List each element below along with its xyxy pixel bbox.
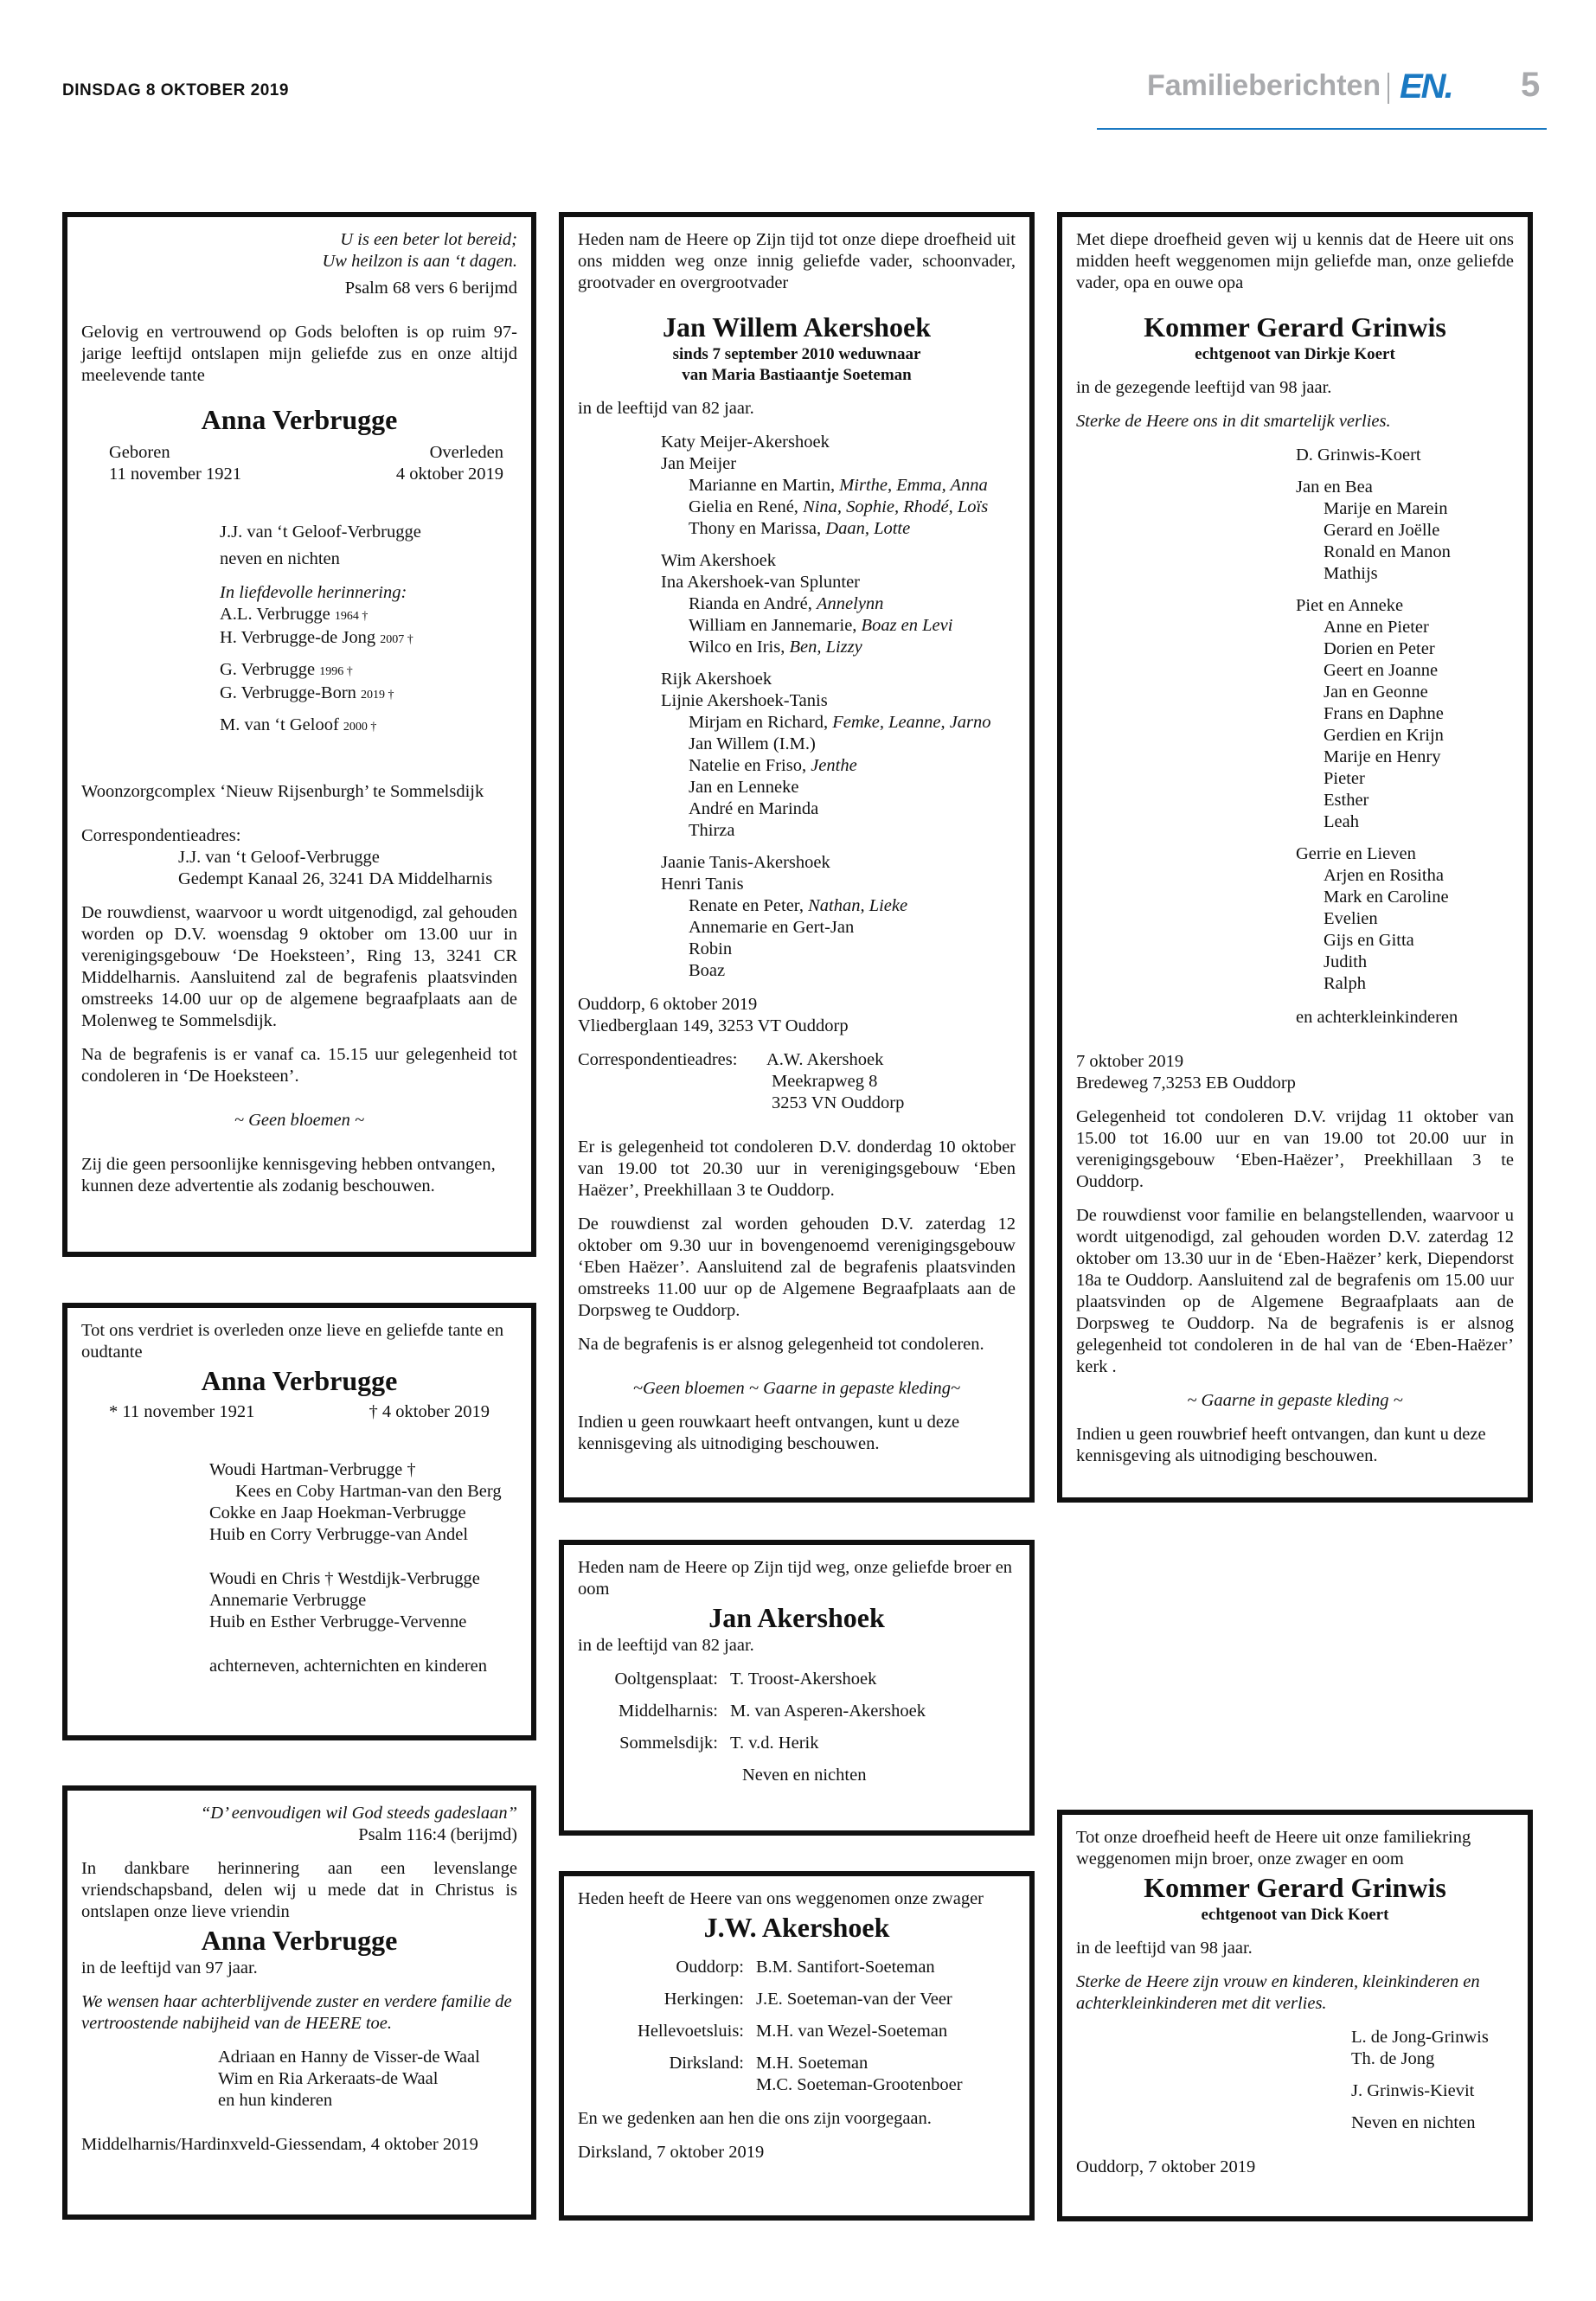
header-rule	[1097, 128, 1547, 130]
family-line: Woudi en Chris † Westdijk-Verbrugge	[209, 1569, 480, 1588]
correspondence-line: 3253 VN Ouddorp	[772, 1093, 905, 1112]
family-line: Thirza	[689, 821, 735, 840]
born-date: * 11 november 1921	[109, 1402, 255, 1421]
memory-line: H. Verbrugge-de Jong 2007 †	[220, 628, 413, 647]
service-text: De rouwdienst voor familie en belangstellenden, waarvoor u wordt uitgenodigd, zal gehouden worden D.V. zaterdag 12 oktober om 13.30 uur in de ‘Eben-Haëzer’ kerk, Diependorst 18a te Ouddorp. Aansluitend zal de begrafenis om 15.00 uur plaatsvinden op de Algemene Begraafplaats aan de Dorpsweg te Ouddorp. Na de begrafenis is er alsnog gelegenheid tot condoleren in de hal van de ‘Eben-Haëzer’ kerk .	[1076, 1206, 1514, 1376]
quote-line: Uw heilzon is aan ‘t dagen.	[322, 252, 517, 271]
subtitle-line: van Maria Bastiaantje Soeteman	[682, 366, 912, 384]
quote-line: U is een beter lot bereid;	[340, 230, 517, 249]
family-group	[661, 852, 1016, 982]
location-text: Woonzorgcomplex ‘Nieuw Rijsenburgh’ te Sommelsdijk	[81, 782, 484, 801]
service-text: De rouwdienst zal worden gehouden D.V. zaterdag 12 oktober om 9.30 uur in bovengenoemd verenigingsgebouw ‘Eben Haëzer’. Aansluitend zal de begrafenis plaatsvinden omstreeks 11.00 uur op de Algemene Begraafplaats aan de Dorpsweg te Ouddorp.	[578, 1215, 1016, 1320]
obituary-anna-verbrugge-1	[62, 212, 536, 1257]
family-line: Jan Willem (I.M.)	[689, 734, 816, 753]
place-label: Ouddorp:	[676, 1958, 744, 1977]
memory-line: M. van ‘t Geloof 2000 †	[220, 715, 377, 734]
family-line: André en Marinda	[689, 799, 819, 818]
notice-text: Indien u geen rouwbrief heeft ontvangen, dan kunt u deze kennisgeving als uitnodiging beschouwen.	[1076, 1425, 1486, 1465]
family-line: Gijs en Gitta	[1324, 931, 1414, 950]
family-line: Anne en Pieter	[1324, 618, 1429, 637]
newspaper-logo: EN.	[1400, 67, 1452, 106]
family-line: Renate en Peter, Nathan, Lieke	[689, 896, 908, 915]
place-date: Ouddorp, 7 oktober 2019	[1076, 2157, 1256, 2176]
age-text: in de gezegende leeftijd van 98 jaar.	[1076, 378, 1332, 397]
family-line: Lijnie Akershoek-Tanis	[661, 691, 828, 710]
place-label: Herkingen:	[663, 1990, 744, 2009]
intro-text: Heden nam de Heere op Zijn tijd tot onze diepe droefheid uit ons midden weg onze innig geliefde vader, schoonvader, grootvader en overgrootvader	[578, 230, 1016, 292]
deceased-name: J.W. Akershoek	[703, 1912, 890, 1943]
relative-name: T. Troost-Akershoek	[730, 1670, 877, 1689]
family-line: Adriaan en Hanny de Visser-de Waal	[218, 2048, 480, 2067]
flowers-note: ~ Geen bloemen ~	[234, 1111, 365, 1130]
obituary-jan-akershoek	[559, 1540, 1035, 1836]
family-line: Wim Akershoek	[661, 551, 776, 570]
relative-name: B.M. Santifort-Soeteman	[756, 1958, 935, 1977]
notice-text: Indien u geen rouwkaart heeft ontvangen, kunt u deze kennisgeving als uitnodiging beschouwen.	[578, 1413, 960, 1453]
family-line: Cokke en Jaap Hoekman-Verbrugge	[209, 1503, 466, 1522]
deceased-name: Kommer Gerard Grinwis	[1144, 311, 1446, 343]
family-line: Marije en Marein	[1324, 499, 1448, 518]
family-line: Kees en Coby Hartman-van den Berg	[235, 1482, 502, 1501]
remember-text: En we gedenken aan hen die ons zijn voorgegaan.	[578, 2109, 932, 2128]
family-line: Neven en nichten	[1351, 2113, 1476, 2132]
intro-text: Tot onze droefheid heeft de Heere uit onze familiekring weggenomen mijn broer, onze zwager en oom	[1076, 1828, 1471, 1868]
age-text: in de leeftijd van 98 jaar.	[1076, 1939, 1253, 1958]
family-line: Judith	[1324, 952, 1368, 971]
family-line: Wim en Ria Arkeraats-de Waal	[218, 2069, 439, 2088]
intro-text: Heden nam de Heere op Zijn tijd weg, onze geliefde broer en oom	[578, 1558, 1013, 1599]
relative-row	[578, 1669, 1016, 1690]
family-group	[661, 669, 1016, 842]
family-line: Wilco en Iris, Ben, Lizzy	[689, 638, 862, 657]
place-label: Ooltgensplaat:	[614, 1670, 718, 1689]
family-line: Huib en Esther Verbrugge-Vervenne	[209, 1612, 467, 1631]
page-date: DINSDAG 8 OKTOBER 2019	[62, 81, 289, 99]
relative-row	[578, 2021, 1016, 2042]
family-group	[661, 550, 1016, 658]
place-label: Dirksland:	[669, 2054, 744, 2073]
family-line: Woudi Hartman-Verbrugge †	[209, 1460, 416, 1479]
relative-row	[578, 1733, 1016, 1754]
obituary-kommer-gerard-grinwis-2	[1057, 1810, 1533, 2221]
service-text: De rouwdienst, waarvoor u wordt uitgenodigd, zal gehouden worden op D.V. woensdag 9 oktober om 13.00 uur in verenigingsgebouw ‘De Hoeksteen’, Ring 13, 3241 CR Middelharnis. Aansluitend zal de begrafenis plaatsvinden omstreeks 14.00 uur op de algemene begraafplaats aan de Molenweg te Sommelsdijk.	[81, 903, 517, 1030]
intro-text: In dankbare herinnering aan een levenslange vriendschapsband, delen wij u mede dat in Christus is ontslapen onze lieve vriendin	[81, 1859, 517, 1921]
correspondence-line: Meekrapweg 8	[772, 1072, 878, 1091]
obituary-jw-akershoek	[559, 1871, 1035, 2221]
family-line: William en Jannemarie, Boaz en Levi	[689, 616, 953, 635]
family-line: Pieter	[1324, 769, 1365, 788]
correspondence-line: J.J. van ‘t Geloof-Verbrugge	[178, 848, 380, 867]
family-line: Gerrie en Lieven	[1296, 844, 1416, 863]
condolence-text: Gelegenheid tot condoleren D.V. vrijdag 11 oktober van 15.00 tot 16.00 uur en van 19.00 tot 20.00 uur in verenigingsgebouw ‘Eben-Haëzer’, Preekhillaan 3 te Ouddorp.	[1076, 1107, 1514, 1191]
family-line: Gielia en René, Nina, Sophie, Rhodé, Loïs	[689, 497, 989, 516]
family-line: Evelien	[1324, 909, 1378, 928]
address-line: Vliedberglaan 149, 3253 VT Ouddorp	[578, 1016, 849, 1035]
age-text: in de leeftijd van 97 jaar.	[81, 1958, 258, 1977]
notice-text: Zij die geen persoonlijke kennisgeving hebben ontvangen, kunnen deze advertentie als zodanig beschouwen.	[81, 1155, 496, 1195]
correspondence-line: Gedempt Kanaal 26, 3241 DA Middelharnis	[178, 869, 493, 888]
relative-row	[578, 2053, 1016, 2074]
wish-text: We wensen haar achterblijvende zuster en verdere familie de vertroostende nabijheid van de HEERE toe.	[81, 1992, 512, 2033]
relative-row	[578, 2074, 1016, 2096]
relative-name: M.H. van Wezel-Soeteman	[756, 2022, 948, 2041]
family-line: L. de Jong-Grinwis	[1351, 2028, 1489, 2047]
family-line: Ralph	[1324, 974, 1366, 993]
family-group	[1296, 843, 1514, 995]
section-title: Familieberichten	[1147, 69, 1381, 102]
relative-row	[578, 1957, 1016, 1978]
born-label: Geboren	[109, 443, 170, 462]
family-line: Ronald en Manon	[1324, 542, 1451, 561]
subtitle-line: echtgenoot van Dick Koert	[1201, 1906, 1389, 1924]
family-line: Annemarie Verbrugge	[209, 1591, 367, 1610]
family-line: Dorien en Peter	[1324, 639, 1435, 658]
deceased-name: Anna Verbrugge	[201, 1925, 398, 1956]
family-line: achterneven, achternichten en kinderen	[209, 1657, 487, 1676]
memory-line: G. Verbrugge-Born 2019 †	[220, 683, 394, 702]
memory-heading: In liefdevolle herinnering:	[220, 583, 407, 602]
deceased-name: Jan Willem Akershoek	[663, 311, 931, 343]
family-line: Katy Meijer-Akershoek	[661, 433, 830, 452]
family-group	[1296, 477, 1514, 585]
intro-text: Met diepe droefheid geven wij u kennis dat de Heere uit ons midden heeft weggenomen mijn geliefde man, onze geliefde vader, opa en ouwe opa	[1076, 230, 1514, 292]
flowers-note: ~Geen bloemen ~ Gaarne in gepaste kleding~	[632, 1379, 961, 1398]
family-line: Natelie en Friso, Jenthe	[689, 756, 857, 775]
intro-text: Heden heeft de Heere van ons weggenomen onze zwager	[578, 1889, 984, 1908]
memory-line: G. Verbrugge 1996 †	[220, 660, 353, 679]
page-number: 5	[1521, 66, 1541, 104]
relatives-table	[578, 1957, 1016, 2096]
condolence-text: Er is gelegenheid tot condoleren D.V. donderdag 10 oktober van 19.00 tot 20.30 uur in verenigingsgebouw ‘Eben Haëzer’, Preekhillaan 3 te Ouddorp.	[578, 1138, 1016, 1200]
family-line: Annemarie en Gert-Jan	[689, 918, 855, 937]
correspondence-label: Correspondentieadres:	[81, 826, 241, 845]
family-line: D. Grinwis-Koert	[1296, 445, 1421, 465]
deceased-name: Anna Verbrugge	[201, 1365, 398, 1396]
dates-row	[81, 437, 517, 485]
family-line: neven en nichten	[220, 549, 340, 568]
deceased-name: Kommer Gerard Grinwis	[1144, 1872, 1446, 1903]
correspondence-block	[578, 1049, 1016, 1114]
family-group	[1296, 595, 1514, 833]
correspondence-line: A.W. Akershoek	[766, 1050, 884, 1069]
obituary-anna-verbrugge-3	[62, 1785, 536, 2220]
date-line: 7 oktober 2019	[1076, 1052, 1184, 1071]
intro-text: Gelovig en vertrouwend op Gods beloften is op ruim 97-jarige leeftijd ontslapen mijn geliefde zus en onze altijd meelevende tante	[81, 323, 517, 385]
family-line: Rianda en André, Annelynn	[689, 594, 884, 613]
family-group	[661, 432, 1016, 540]
psalm-ref: Psalm 68 vers 6 berijmd	[344, 279, 517, 298]
deceased-name: Jan Akershoek	[708, 1602, 885, 1633]
died-label: Overleden	[429, 443, 503, 462]
memory-line: A.L. Verbrugge 1964 †	[220, 605, 369, 624]
age-text: in de leeftijd van 82 jaar.	[578, 399, 754, 418]
family-line: J. Grinwis-Kievit	[1351, 2081, 1475, 2100]
family-line: Rijk Akershoek	[661, 670, 772, 689]
family-line: Mark en Caroline	[1324, 888, 1449, 907]
place-label	[578, 2074, 756, 2096]
intro-text: Tot ons verdriet is overleden onze lieve en geliefde tante en oudtante	[81, 1321, 504, 1362]
family-line: Esther	[1324, 791, 1369, 810]
family-line: Jan Meijer	[661, 454, 737, 473]
family-line: Geert en Joanne	[1324, 661, 1439, 680]
family-line: Gerdien en Krijn	[1324, 726, 1444, 745]
family-line: Thony en Marissa, Daan, Lotte	[689, 519, 911, 538]
family-line: Arjen en Rositha	[1324, 866, 1444, 885]
family-list	[1076, 445, 1514, 995]
relatives-table	[578, 1669, 1016, 1754]
prayer-text: Sterke de Heere ons in dit smartelijk verlies.	[1076, 412, 1391, 431]
relative-name: T. v.d. Herik	[730, 1734, 819, 1753]
family-line: Th. de Jong	[1351, 2049, 1435, 2068]
family-line: Jaanie Tanis-Akershoek	[661, 853, 830, 872]
psalm-ref: Psalm 116:4 (berijmd)	[358, 1825, 517, 1844]
deceased-name: Anna Verbrugge	[201, 404, 398, 435]
obituary-anna-verbrugge-2	[62, 1303, 536, 1740]
died-date: † 4 oktober 2019	[369, 1402, 490, 1421]
family-line: Jan en Bea	[1296, 478, 1373, 497]
family-line: Robin	[689, 939, 733, 958]
relative-row	[578, 1989, 1016, 2010]
family-line: Huib en Corry Verbrugge-van Andel	[209, 1525, 469, 1544]
family-list	[578, 432, 1016, 982]
quote-line: “D’ eenvoudigen wil God steeds gadeslaan”	[200, 1804, 517, 1823]
family-line: Ina Akershoek-van Splunter	[661, 573, 860, 592]
family-line: Boaz	[689, 961, 726, 980]
address-line: Bredeweg 7,3253 EB Ouddorp	[1076, 1074, 1296, 1093]
clothing-note: ~ Gaarne in gepaste kleding ~	[1187, 1391, 1403, 1410]
relative-name: J.E. Soeteman-van der Veer	[756, 1990, 952, 2009]
family-line: Marianne en Martin, Mirthe, Emma, Anna	[689, 476, 988, 495]
family-line: Leah	[1324, 812, 1359, 831]
place-label: Sommelsdijk:	[619, 1734, 718, 1753]
died-date: 4 oktober 2019	[395, 465, 503, 484]
relative-row	[578, 1701, 1016, 1722]
family-line: J.J. van ‘t Geloof-Verbrugge	[220, 522, 421, 542]
family-line: en hun kinderen	[218, 2091, 333, 2110]
family-line: Neven en nichten	[742, 1766, 867, 1785]
place-label: Hellevoetsluis:	[638, 2022, 744, 2041]
family-line: Henri Tanis	[661, 875, 744, 894]
obituary-kommer-gerard-grinwis-1	[1057, 212, 1533, 1503]
header-divider	[1388, 73, 1389, 104]
prayer-text: Sterke de Heere zijn vrouw en kinderen, kleinkinderen en achterkleinkinderen met dit verlies.	[1076, 1972, 1480, 2013]
subtitle-line: echtgenoot van Dirkje Koert	[1195, 345, 1395, 363]
family-line: Marije en Henry	[1324, 747, 1441, 766]
obituary-jan-willem-akershoek	[559, 212, 1035, 1503]
relative-name: M. van Asperen-Akershoek	[730, 1702, 926, 1721]
after-text: Na de begrafenis is er alsnog gelegenheid tot condoleren.	[578, 1335, 984, 1354]
family-line: Jan en Lenneke	[689, 778, 799, 797]
correspondence-label: Correspondentieadres:	[578, 1050, 738, 1069]
condolence-text: Na de begrafenis is er vanaf ca. 15.15 uur gelegenheid tot condoleren in ‘De Hoeksteen’.	[81, 1045, 517, 1086]
place-date: Ouddorp, 6 oktober 2019	[578, 995, 758, 1014]
relative-name: M.H. Soeteman	[756, 2054, 869, 2073]
family-line: en achterkleinkinderen	[1296, 1008, 1458, 1027]
family-line: Piet en Anneke	[1296, 596, 1404, 615]
family-line: Jan en Geonne	[1324, 683, 1428, 702]
relative-name: M.C. Soeteman-Grootenboer	[756, 2075, 963, 2094]
family-line: Mathijs	[1324, 564, 1378, 583]
subtitle-line: sinds 7 september 2010 weduwnaar	[672, 345, 921, 363]
dates-row	[81, 1398, 517, 1423]
place-date: Dirksland, 7 oktober 2019	[578, 2143, 765, 2162]
family-line: Frans en Daphne	[1324, 704, 1444, 723]
family-line: Mirjam en Richard, Femke, Leanne, Jarno	[689, 713, 991, 732]
place-label: Middelharnis:	[618, 1702, 718, 1721]
born-date: 11 november 1921	[109, 465, 241, 484]
family-line: Gerard en Joëlle	[1324, 521, 1440, 540]
age-text: in de leeftijd van 82 jaar.	[578, 1636, 754, 1655]
place-date: Middelharnis/Hardinxveld-Giessendam, 4 oktober 2019	[81, 2135, 478, 2154]
